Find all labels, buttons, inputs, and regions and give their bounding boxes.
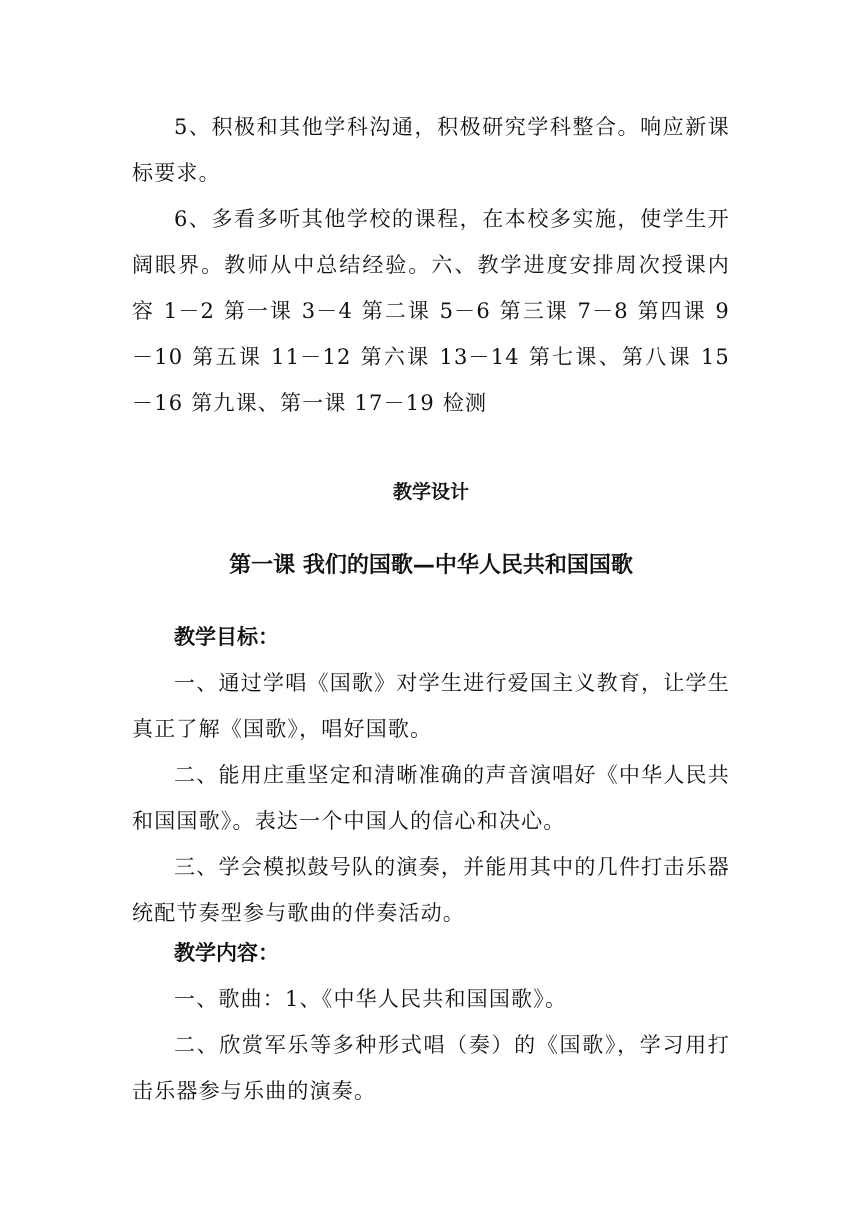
- goals-heading: 教学目标：: [174, 625, 279, 649]
- section-title: 教学设计: [392, 481, 469, 503]
- goal-item-3: 三、学会模拟鼓号队的演奏，并能用其中的几件打击乐器统配节奏型参与歌曲的伴奏活动。: [132, 855, 730, 925]
- paragraph-item-5: 5、积极和其他学科沟通，积极研究学科整合。响应新课标要求。: [132, 115, 730, 185]
- content-item-1: 一、歌曲：1、《中华人民共和国国歌》。: [174, 987, 568, 1011]
- goal-item-1: 一、通过学唱《国歌》对学生进行爱国主义教育，让学生真正了解《国歌》，唱好国歌。: [132, 671, 730, 741]
- paragraph-item-6: 6、多看多听其他学校的课程，在本校多实施，使学生开阔眼界。教师从中总结经验。六、教学进度安排周次授课内容 1－2 第一课 3－4 第二课 5－6 第三课 7－8 第四课 9－10 第五课 11－12 第六课 13－14 第七课、第八课 15－16 第九课、第一课 17－19 检测: [132, 207, 730, 415]
- lesson-title: 第一课 我们的国歌—中华人民共和国国歌: [229, 553, 633, 578]
- content-heading: 教学内容：: [174, 941, 279, 965]
- content-item-2: 二、欣赏军乐等多种形式唱（奏）的《国歌》，学习用打击乐器参与乐曲的演奏。: [132, 1033, 730, 1103]
- goal-item-2: 二、能用庄重坚定和清晰准确的声音演唱好《中华人民共和国国歌》。表达一个中国人的信心和决心。: [132, 763, 730, 833]
